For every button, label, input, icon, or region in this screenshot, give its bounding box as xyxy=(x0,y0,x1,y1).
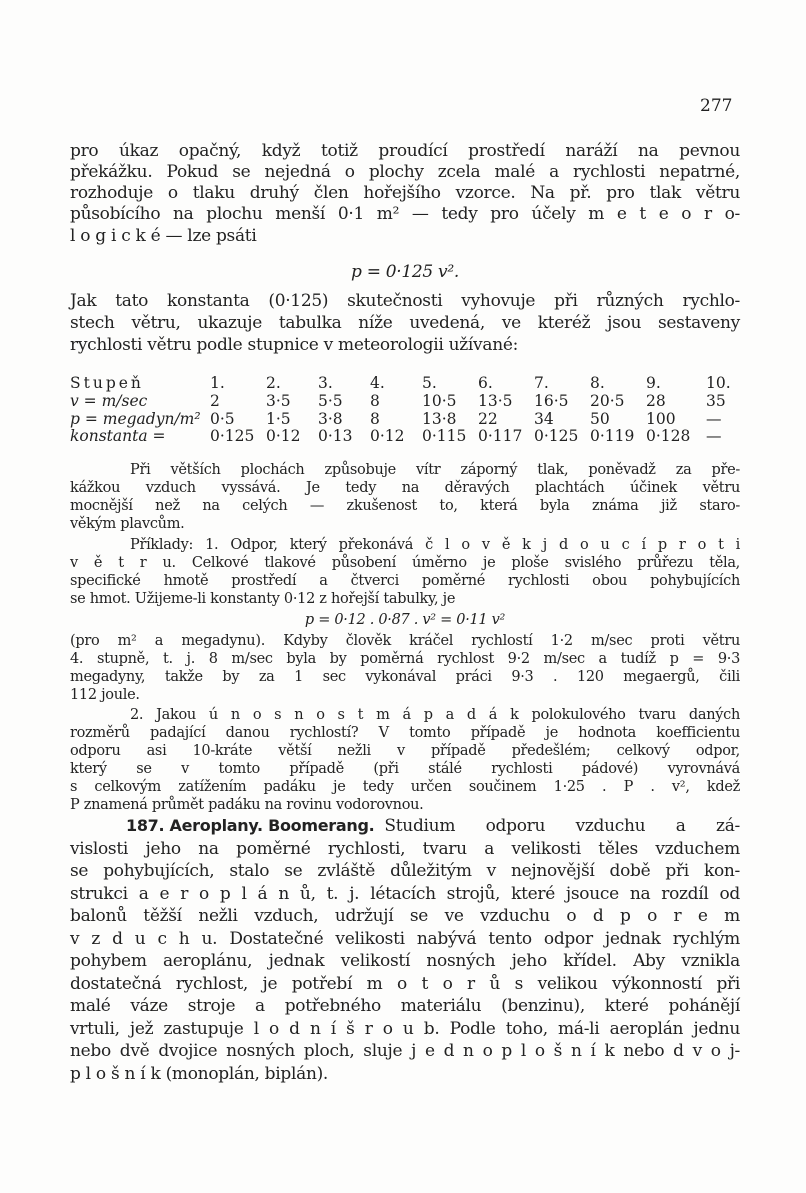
text-line: překážku. Pokud se nejedná o plochy zcela malé a rychlosti nepatrné, xyxy=(70,162,740,182)
text-line: (pro m² a megadynu). Kdyby člověk kráčel rychlostí 1·2 m/sec proti větru xyxy=(70,633,740,649)
text-line: s celkovým zatížením padáku je tedy určen součinem 1·25 . P . v², kdež xyxy=(70,779,740,795)
table-cell: 8 xyxy=(370,392,380,410)
text-line: kážkou vzduch vyssává. Je tedy na děravých plachtách účinek větru xyxy=(70,480,740,496)
text-line: rozměrů padající danou rychlostí? V tomto případě je hodnota koefficientu xyxy=(70,725,740,741)
text-line: odporu asi 10-kráte větší nežli v případě předešlém; celkový odpor, xyxy=(70,743,740,759)
table-cell: 50 xyxy=(590,409,610,428)
row-label: v = m/sec xyxy=(70,392,148,410)
text-line: pohybem aeroplánu, jednak velikostí nosných jeho křídel. Aby vznikla xyxy=(70,951,740,971)
table-cell: 7. xyxy=(534,374,549,392)
table-row xyxy=(70,427,740,445)
table-cell: 9. xyxy=(646,374,661,392)
table-cell: 2. xyxy=(266,374,281,392)
text-line: vislosti jeho na poměrné rychlosti, tvaru a velikosti těles vzduchem xyxy=(70,838,740,859)
text-line: rychlosti větru podle stupnice v meteorologii užívané: xyxy=(70,335,519,355)
text-line: rozhoduje o tlaku druhý člen hořejšího vzorce. Na př. pro tlak větru xyxy=(70,183,740,203)
text-line: stech větru, ukazuje tabulka níže uvedená, ve kteréž jsou sestaveny xyxy=(70,313,740,333)
text-line: dostatečná rychlost, je potřebí m o t o r ů s velikou výkonností při xyxy=(70,973,740,994)
table-cell: 3. xyxy=(318,374,333,392)
text-line: malé váze stroje a potřebného materiálu (benzinu), které pohánějí xyxy=(70,996,740,1016)
table-row xyxy=(70,410,740,428)
table-header-row xyxy=(70,374,740,392)
row-label: Stupeň xyxy=(70,374,144,392)
text-line: mocnější než na celých — zkušenost to, která byla známa již staro- xyxy=(70,498,740,514)
table-cell: 1. xyxy=(210,374,225,392)
table-cell: 13·8 xyxy=(422,409,457,428)
text-line: strukci a e r o p l á n ů, t. j. létacích strojů, které jsouce na rozdíl od xyxy=(70,883,740,904)
table-cell: — xyxy=(706,427,722,445)
text-line: působícího na plochu menší 0·1 m² — tedy pro účely m e t e o r o- xyxy=(70,204,740,224)
table-cell: 2 xyxy=(210,392,220,410)
formula: p = 0·12 . 0·87 . v² = 0·11 v² xyxy=(304,612,506,628)
text-line: megadyny, takže by za 1 sec vykonával práci 9·3 . 120 megaergů, čili xyxy=(70,669,740,685)
text-line: vrtuli, jež zastupuje l o d n í š r o u b. Podle toho, má-li aeroplán jednu xyxy=(70,1018,740,1039)
text-line: Při větších plochách způsobuje vítr záporný tlak, poněvadž za pře- xyxy=(130,462,740,478)
table-cell: 0·117 xyxy=(478,427,523,445)
table-cell: 0·115 xyxy=(422,427,467,445)
table-cell: 1·5 xyxy=(266,409,291,428)
table-row xyxy=(70,392,740,410)
text-line: specifické hmotě prostředí a čtverci poměrné rychlosti obou pohybujících xyxy=(70,573,740,589)
text-line: 4. stupně, t. j. 8 m/sec byla by poměrná rychlost 9·2 m/sec a tudíž p = 9·3 xyxy=(70,651,740,667)
text-line: pro úkaz opačný, když totiž proudící prostředí naráží na pevnou xyxy=(70,141,740,161)
table-cell: 22 xyxy=(478,409,498,428)
table-cell: 0·5 xyxy=(210,409,235,428)
table-cell: 34 xyxy=(534,409,554,428)
section-heading: 187. Aeroplany. Boomerang. xyxy=(126,816,375,835)
table-cell: 0·125 xyxy=(534,427,579,445)
table-cell: 0·119 xyxy=(590,427,635,445)
page-number: 277 xyxy=(700,96,733,116)
table-cell: 13·5 xyxy=(478,392,513,410)
table-cell: 8. xyxy=(590,374,605,392)
text-line: v ě t r u. Celkové tlakové působení úměrno je ploše svislého průřezu těla, xyxy=(70,555,740,571)
row-label: konstanta = xyxy=(70,427,166,445)
row-label: p = megadyn/m² xyxy=(70,409,201,428)
table-cell: 35 xyxy=(706,392,726,410)
text-line: p l o š n í k (monoplán, biplán). xyxy=(70,1063,329,1084)
text-line: věkým plavcům. xyxy=(70,516,185,532)
table-cell: 4. xyxy=(370,374,385,392)
table-cell: 28 xyxy=(646,392,666,410)
table-cell: 10. xyxy=(706,374,731,392)
section-heading-line xyxy=(70,816,740,836)
table-cell: 0·128 xyxy=(646,427,691,445)
text-line: 2. Jakou ú n o s n o s t m á p a d á k polokulového tvaru daných xyxy=(130,707,740,723)
table-cell: 5. xyxy=(422,374,437,392)
formula: p = 0·125 v². xyxy=(351,262,459,282)
table-cell: 10·5 xyxy=(422,392,457,410)
text-line: Studium odporu vzduchu a zá- xyxy=(384,816,740,836)
table-cell: 16·5 xyxy=(534,392,569,410)
table-cell: 3·8 xyxy=(318,409,343,428)
table-cell: — xyxy=(706,409,722,428)
table-cell: 8 xyxy=(370,409,380,428)
table-cell: 5·5 xyxy=(318,392,343,410)
text-line: Příklady: 1. Odpor, který překonává č l o v ě k j d o u c í p r o t i xyxy=(130,537,740,553)
text-line: P znamená průmět padáku na rovinu vodorovnou. xyxy=(70,797,424,813)
text-line: balonů těžší nežli vzduch, udržují se ve vzduchu o d p o r e m xyxy=(70,906,740,926)
table-cell: 6. xyxy=(478,374,493,392)
table-cell: 100 xyxy=(646,409,676,428)
text-line: který se v tomto případě (při stálé rychlosti pádové) vyrovnává xyxy=(70,761,740,777)
table-cell: 3·5 xyxy=(266,392,291,410)
text-line: se hmot. Užijeme-li konstanty 0·12 z hořejší tabulky, je xyxy=(70,591,456,607)
text-line: nebo dvě dvojice nosných ploch, sluje j e d n o p l o š n í k nebo d v o j- xyxy=(70,1041,740,1061)
text-line: se pohybujících, stalo se zvláště důležitým v nejnovější době při kon- xyxy=(70,861,740,881)
table-cell: 0·12 xyxy=(266,427,301,445)
table-cell: 20·5 xyxy=(590,392,625,410)
text-line: 112 joule. xyxy=(70,687,140,703)
text-line: l o g i c k é — lze psáti xyxy=(70,226,257,246)
text-line: Jak tato konstanta (0·125) skutečnosti vyhovuje při různých rychlo- xyxy=(70,291,740,311)
table-cell: 0·12 xyxy=(370,427,405,445)
text-line: v z d u c h u. Dostatečné velikosti nabývá tento odpor jednak rychlým xyxy=(70,928,740,949)
table-cell: 0·13 xyxy=(318,427,353,445)
table-cell: 0·125 xyxy=(210,427,255,445)
